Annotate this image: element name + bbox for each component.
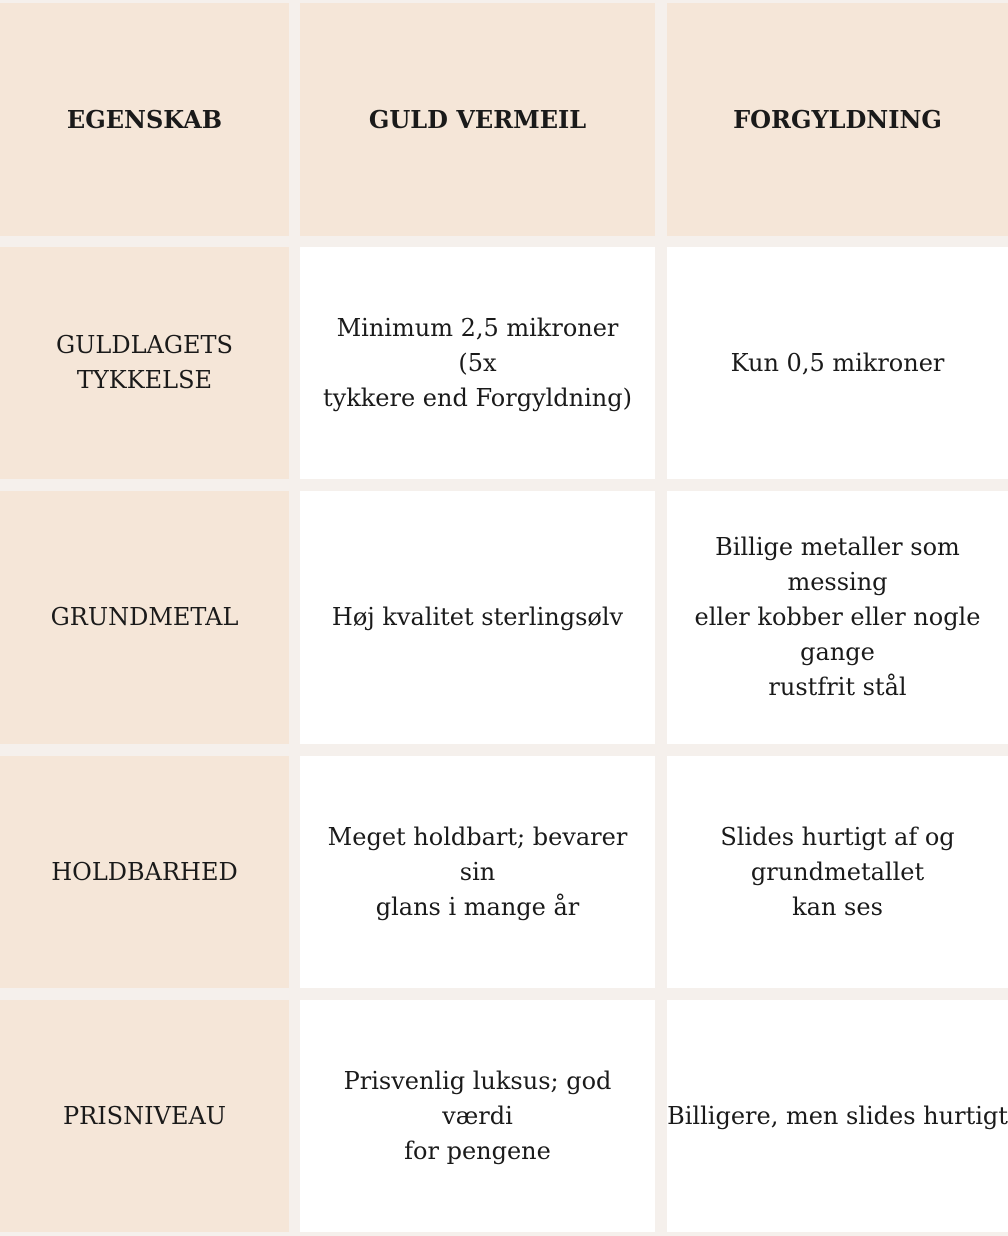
row-label-base-metal [0, 491, 289, 744]
cell-vermeil-base-metal [300, 491, 655, 744]
header-cell-property [0, 3, 289, 236]
row-label: GRUNDMETAL [50, 603, 239, 631]
cell-vermeil-thickness [300, 247, 655, 479]
header-cell-vermeil [300, 3, 655, 236]
cell-text: Billige metaller som messing eller kobber eller nogle gange rustfrit stål [694, 533, 981, 701]
cell-text: Høj kvalitet sterlingsølv [331, 603, 624, 631]
header-label: FORGYLDNING [733, 105, 942, 134]
cell-plating-thickness [667, 247, 1008, 479]
row-label-durability [0, 756, 289, 988]
cell-text: Slides hurtigt af og grundmetallet kan ses [720, 822, 955, 921]
cell-vermeil-price [300, 1000, 655, 1232]
cell-text: Meget holdbart; bevarer sin glans i mange år [327, 822, 628, 921]
header-label: EGENSKAB [66, 105, 223, 134]
header-cell-plating [667, 3, 1008, 236]
cell-plating-base-metal [667, 491, 1008, 744]
row-label: HOLDBARHED [51, 857, 238, 886]
row-label: PRISNIVEAU [62, 1101, 227, 1130]
cell-text: Kun 0,5 mikroner [730, 348, 945, 377]
row-label-thickness [0, 247, 289, 479]
cell-text: Prisvenlig luksus; god værdi for pengene [343, 1066, 612, 1165]
header-label: GULD VERMEIL [368, 105, 587, 134]
cell-text: Billigere, men slides hurtigt [667, 1101, 1008, 1130]
cell-plating-price [667, 1000, 1008, 1232]
cell-vermeil-durability [300, 756, 655, 988]
cell-plating-durability [667, 756, 1008, 988]
cell-text: Minimum 2,5 mikroner (5x tykkere end Forgyldning) [323, 313, 632, 412]
row-label: GULDLAGETS TYKKELSE [56, 331, 233, 394]
row-label-price [0, 1000, 289, 1232]
